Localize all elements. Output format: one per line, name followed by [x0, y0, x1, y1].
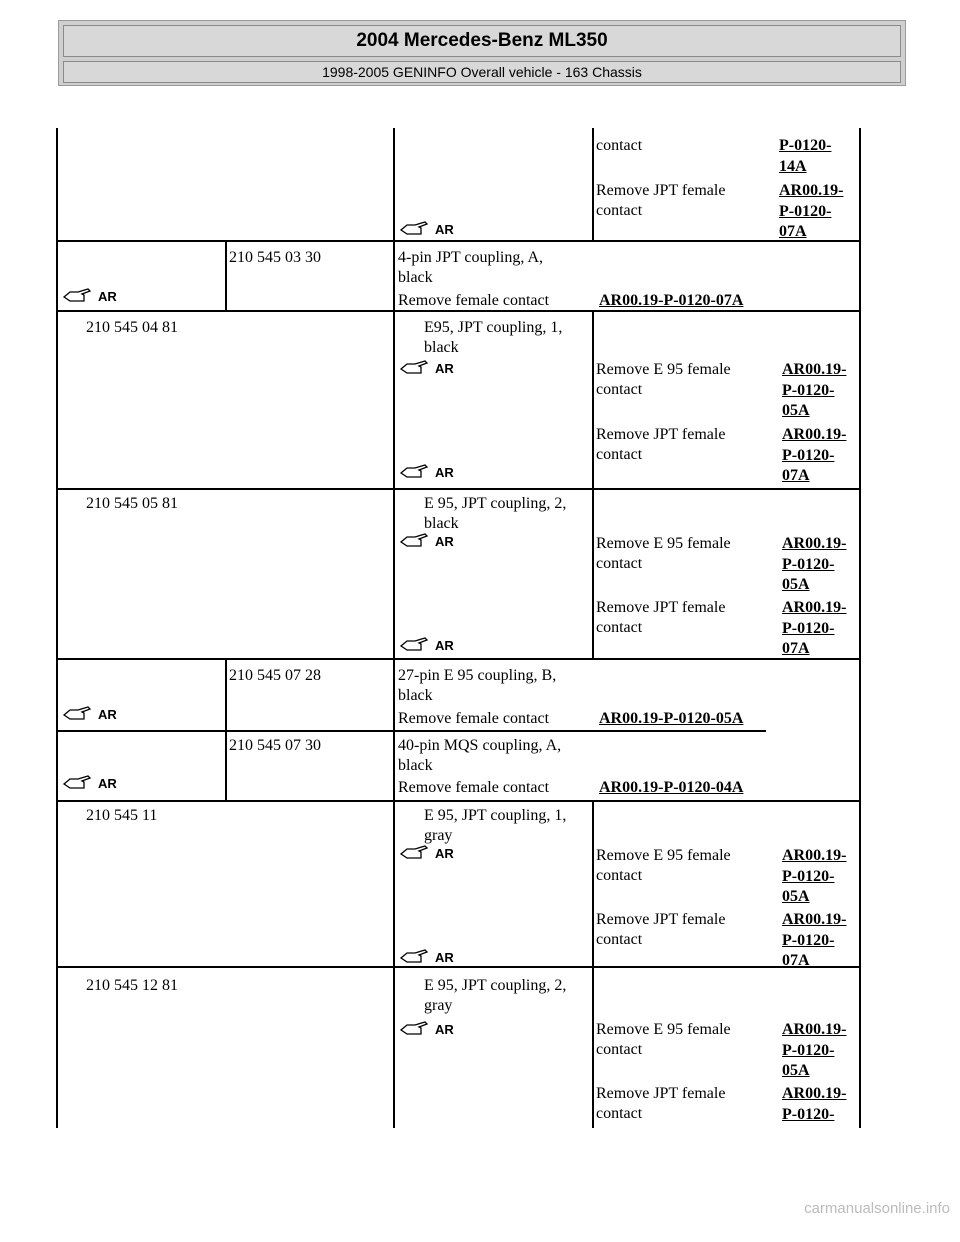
document-header: [58, 20, 906, 86]
part-description: 27-pin E 95 coupling, B, black: [398, 667, 557, 704]
contact-text: Remove JPT female contact: [596, 911, 726, 948]
part-number: 210 545 07 28: [229, 667, 321, 684]
procedure-link[interactable]: AR00.19- P-0120- 05A: [782, 361, 847, 419]
part-number: 210 545 12 81: [86, 977, 178, 994]
ar-pointing-hand-icon[interactable]: [62, 772, 120, 792]
contact-text: Remove JPT female contact: [596, 599, 726, 636]
ar-pointing-hand-icon[interactable]: [399, 218, 457, 238]
part-description: 40-pin MQS coupling, A, black: [398, 737, 562, 774]
procedure-link[interactable]: AR00.19- P-0120- 07A: [779, 182, 844, 240]
ar-pointing-hand-icon[interactable]: [399, 634, 457, 654]
part-number: 210 545 07 30: [229, 737, 321, 754]
svg-text:AR: AR: [98, 289, 117, 304]
contact-text: Remove JPT female contact: [596, 182, 726, 219]
svg-text:AR: AR: [435, 465, 454, 480]
procedure-link[interactable]: AR00.19-P-0120-05A: [599, 710, 744, 727]
ar-pointing-hand-icon[interactable]: [399, 946, 457, 966]
procedure-link[interactable]: AR00.19- P-0120- 07A: [782, 426, 847, 484]
ar-pointing-hand-icon[interactable]: [399, 530, 457, 550]
procedure-link[interactable]: AR00.19- P-0120- 05A: [782, 847, 847, 905]
part-description: E95, JPT coupling, 1, black: [424, 319, 563, 356]
procedure-link[interactable]: P-0120- 14A: [779, 137, 832, 175]
contact-text: Remove female contact: [398, 292, 550, 309]
ar-pointing-hand-icon[interactable]: [399, 1018, 457, 1038]
part-number: 210 545 03 30: [229, 249, 321, 266]
contact-text: Remove E 95 female contact: [596, 1021, 731, 1058]
svg-text:AR: AR: [98, 776, 117, 791]
part-description: E 95, JPT coupling, 2, black: [424, 495, 567, 532]
svg-text:AR: AR: [98, 707, 117, 722]
ar-pointing-hand-icon[interactable]: [399, 461, 457, 481]
svg-text:AR: AR: [435, 534, 454, 549]
part-description: 4-pin JPT coupling, A, black: [398, 249, 544, 286]
document-subtitle: 1998-2005 GENINFO Overall vehicle - 163 Chassis: [63, 61, 901, 83]
ar-pointing-hand-icon[interactable]: [399, 842, 457, 862]
contact-text: Remove E 95 female contact: [596, 535, 731, 572]
ar-pointing-hand-icon[interactable]: [62, 703, 120, 723]
contact-text: Remove JPT female contact: [596, 1085, 726, 1122]
ar-pointing-hand-icon[interactable]: [399, 357, 457, 377]
svg-text:AR: AR: [435, 846, 454, 861]
procedure-link[interactable]: AR00.19-P-0120-07A: [599, 292, 744, 309]
procedure-link[interactable]: AR00.19- P-0120- 07A: [782, 911, 847, 969]
contact-text: Remove E 95 female contact: [596, 361, 731, 398]
part-number: 210 545 05 81: [86, 495, 178, 512]
svg-text:AR: AR: [435, 222, 454, 237]
procedure-link[interactable]: AR00.19-P-0120-04A: [599, 779, 744, 796]
part-description: E 95, JPT coupling, 2, gray: [424, 977, 567, 1014]
procedure-link[interactable]: AR00.19- P-0120-: [782, 1085, 847, 1123]
watermark-footer: carmanualsonline.info: [804, 1200, 950, 1217]
document-title: 2004 Mercedes-Benz ML350: [63, 25, 901, 57]
part-number: 210 545 11: [86, 807, 158, 824]
procedure-link[interactable]: AR00.19- P-0120- 07A: [782, 599, 847, 657]
contact-text: Remove E 95 female contact: [596, 847, 731, 884]
svg-text:AR: AR: [435, 361, 454, 376]
ar-pointing-hand-icon[interactable]: [62, 285, 120, 305]
svg-text:AR: AR: [435, 950, 454, 965]
svg-text:AR: AR: [435, 1022, 454, 1037]
procedure-link[interactable]: AR00.19- P-0120- 05A: [782, 535, 847, 593]
part-description: E 95, JPT coupling, 1, gray: [424, 807, 567, 844]
contact-text: Remove female contact: [398, 779, 550, 796]
part-number: 210 545 04 81: [86, 319, 178, 336]
procedure-link[interactable]: AR00.19- P-0120- 05A: [782, 1021, 847, 1079]
svg-text:AR: AR: [435, 638, 454, 653]
contact-text: contact: [596, 137, 643, 154]
contact-text: Remove female contact: [398, 710, 550, 727]
contact-text: Remove JPT female contact: [596, 426, 726, 463]
